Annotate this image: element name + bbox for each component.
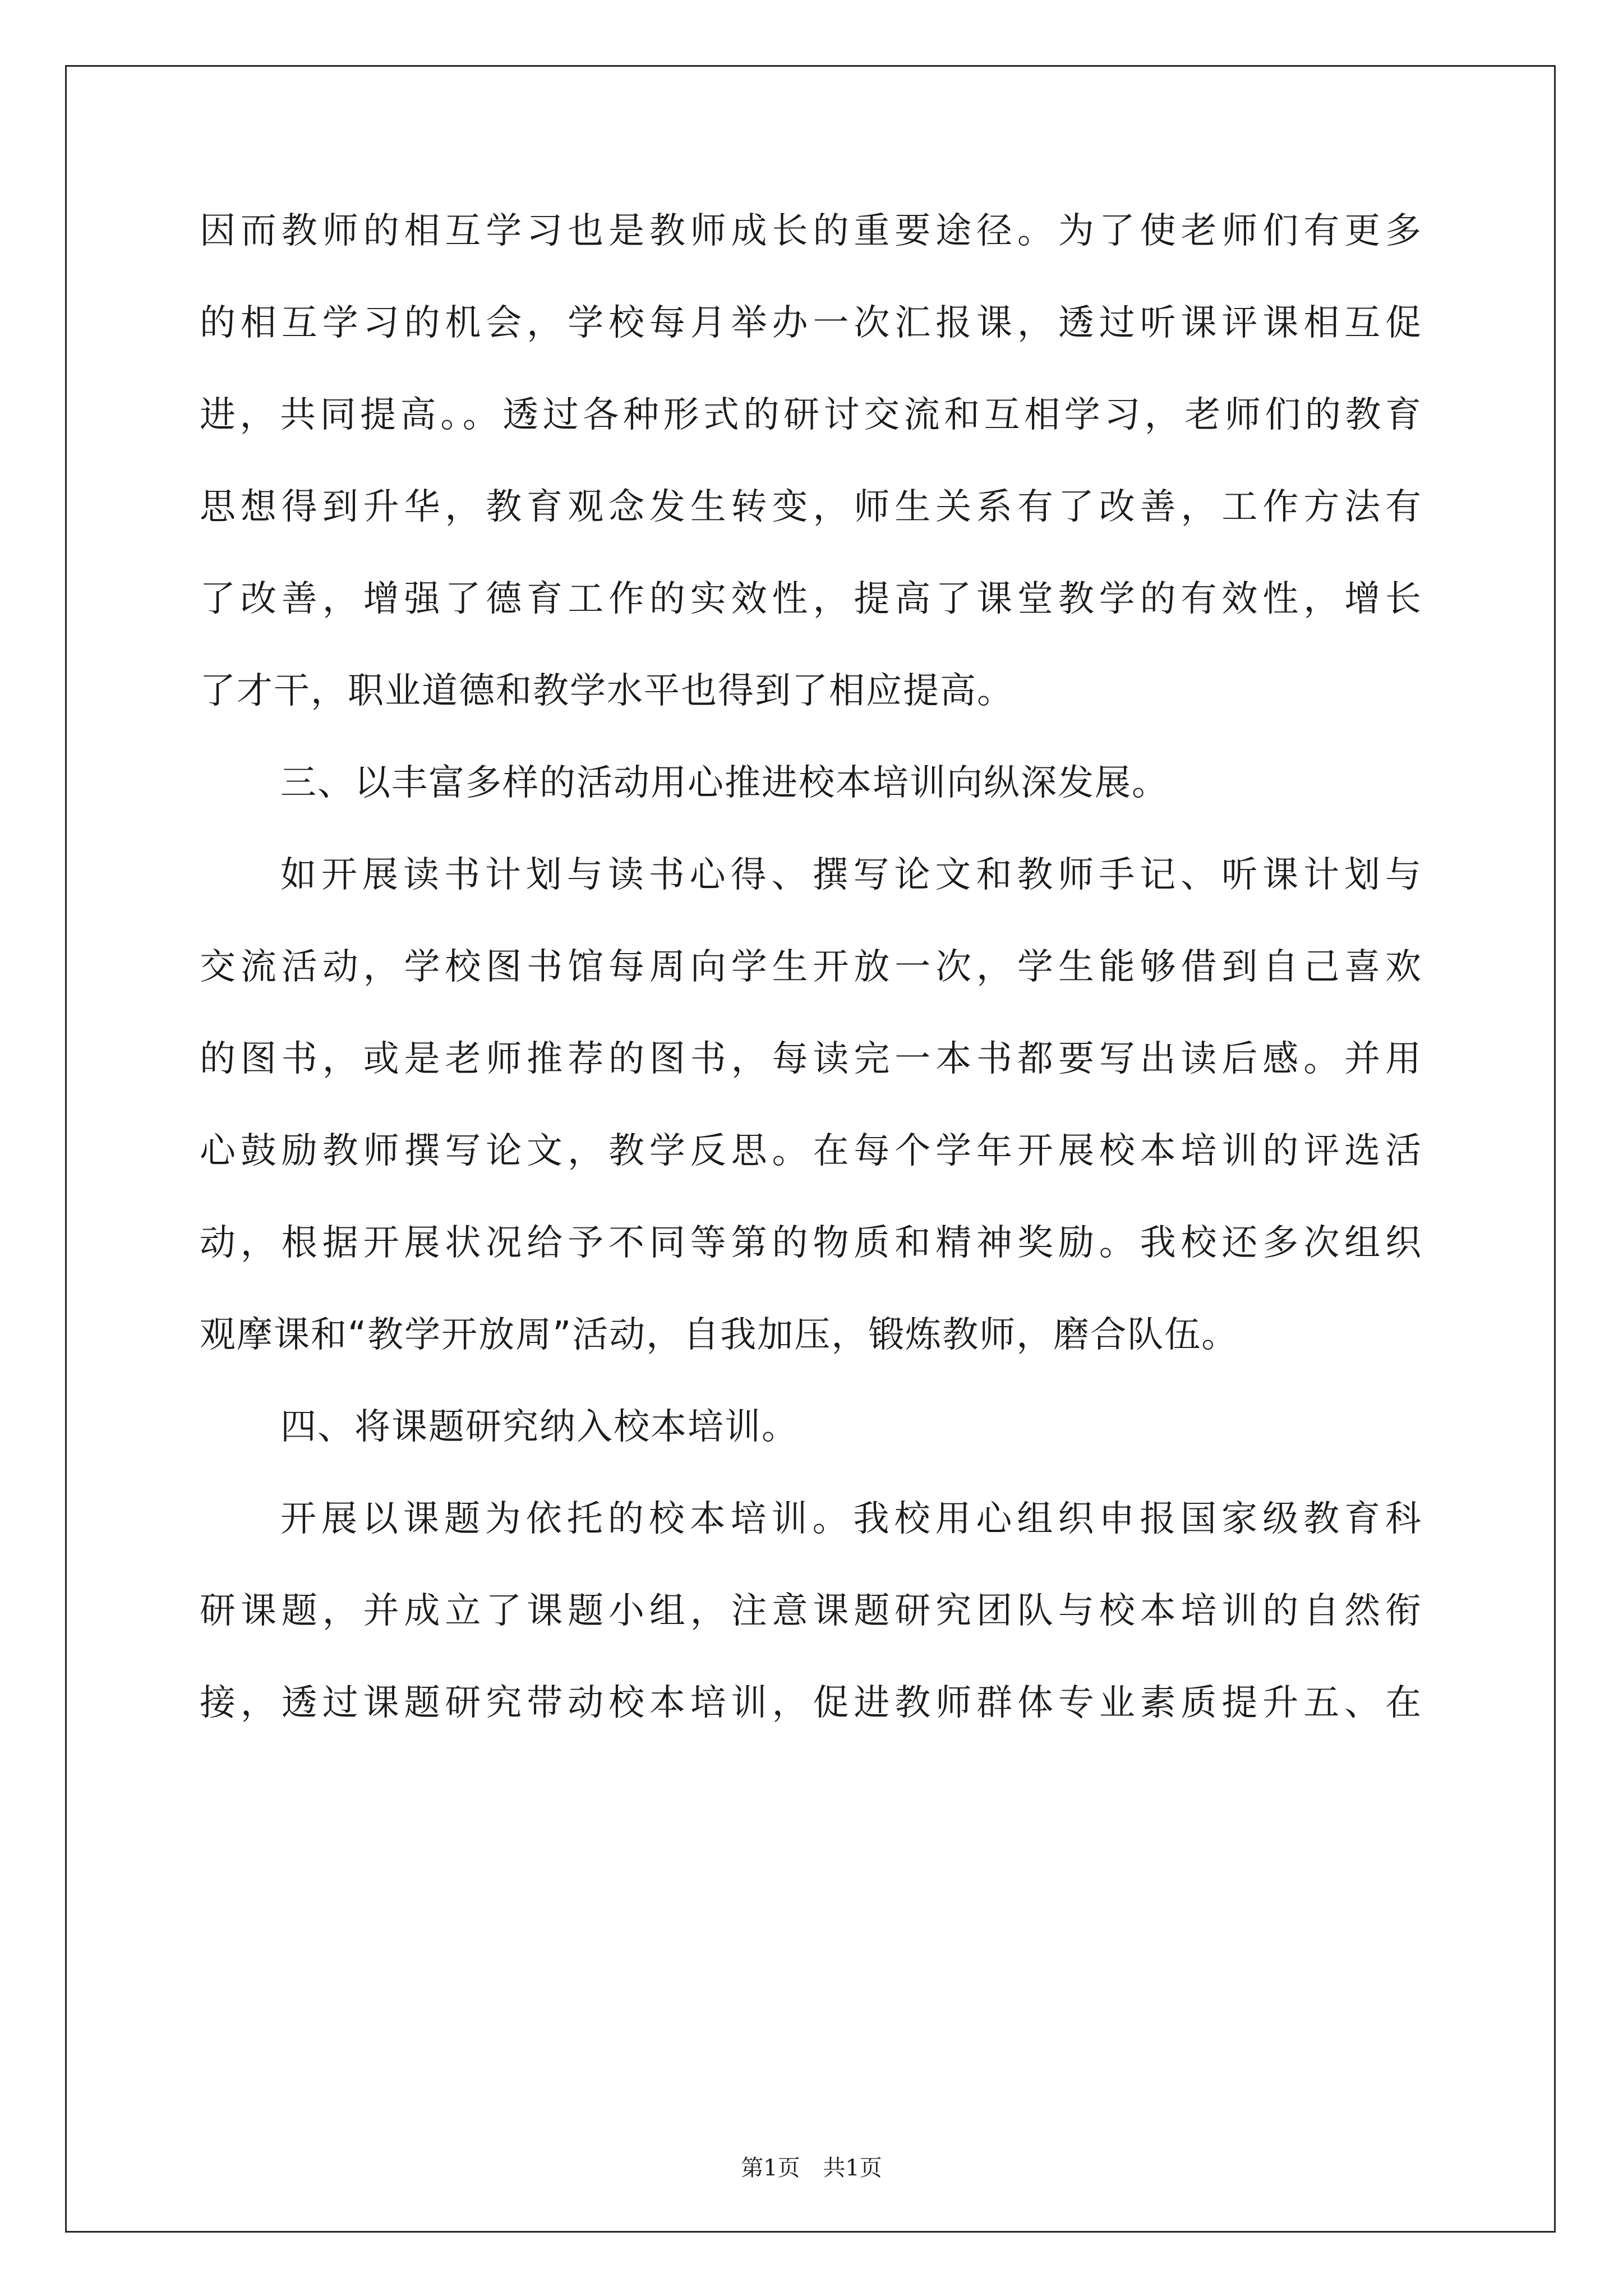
section-heading: 三、以丰富多样的活动用心推进校本培训向纵深发展。 <box>280 762 1169 804</box>
text-line: 因而教师的相互学习也是教师成长的重要途径。为了使老师们有更多 <box>200 210 1422 252</box>
section-heading: 四、将课题研究纳入校本培训。 <box>280 1406 799 1448</box>
text-line: 开展以课题为依托的校本培训。我校用心组织申报国家级教育科 <box>280 1498 1422 1540</box>
text-line: 的相互学习的机会，学校每月举办一次汇报课，透过听课评课相互促 <box>200 302 1422 344</box>
text-line: 接，透过课题研究带动校本培训，促进教师群体专业素质提升五、在 <box>200 1682 1422 1724</box>
text-line: 研课题，并成立了课题小组，注意课题研究团队与校本培训的自然衔 <box>200 1590 1422 1632</box>
text-line: 进，共同提高。。透过各种形式的研讨交流和互相学习，老师们的教育 <box>200 394 1422 436</box>
document-body <box>200 185 1422 1749</box>
page-number-current: 第1页 <box>741 2155 800 2181</box>
text-line: 观摩课和“教学开放周”活动，自我加压，锻炼教师，磨合队伍。 <box>200 1314 1239 1356</box>
text-line: 如开展读书计划与读书心得、撰写论文和教师手记、听课计划与 <box>280 854 1422 896</box>
text-line: 交流活动，学校图书馆每周向学生开放一次，学生能够借到自己喜欢 <box>200 946 1422 988</box>
text-line: 的图书，或是老师推荐的图书，每读完一本书都要写出读后感。并用 <box>200 1038 1422 1080</box>
text-line: 动，根据开展状况给予不同等第的物质和精神奖励。我校还多次组织 <box>200 1222 1422 1264</box>
page-footer <box>0 2150 1623 2182</box>
text-line: 了改善，增强了德育工作的实效性，提高了课堂教学的有效性，增长 <box>200 578 1422 620</box>
page-number-total: 共1页 <box>823 2155 882 2181</box>
text-line: 心鼓励教师撰写论文，教学反思。在每个学年开展校本培训的评选活 <box>200 1130 1422 1172</box>
text-line: 思想得到升华，教育观念发生转变，师生关系有了改善，工作方法有 <box>200 486 1422 528</box>
text-line: 了才干，职业道德和教学水平也得到了相应提高。 <box>200 670 1014 712</box>
